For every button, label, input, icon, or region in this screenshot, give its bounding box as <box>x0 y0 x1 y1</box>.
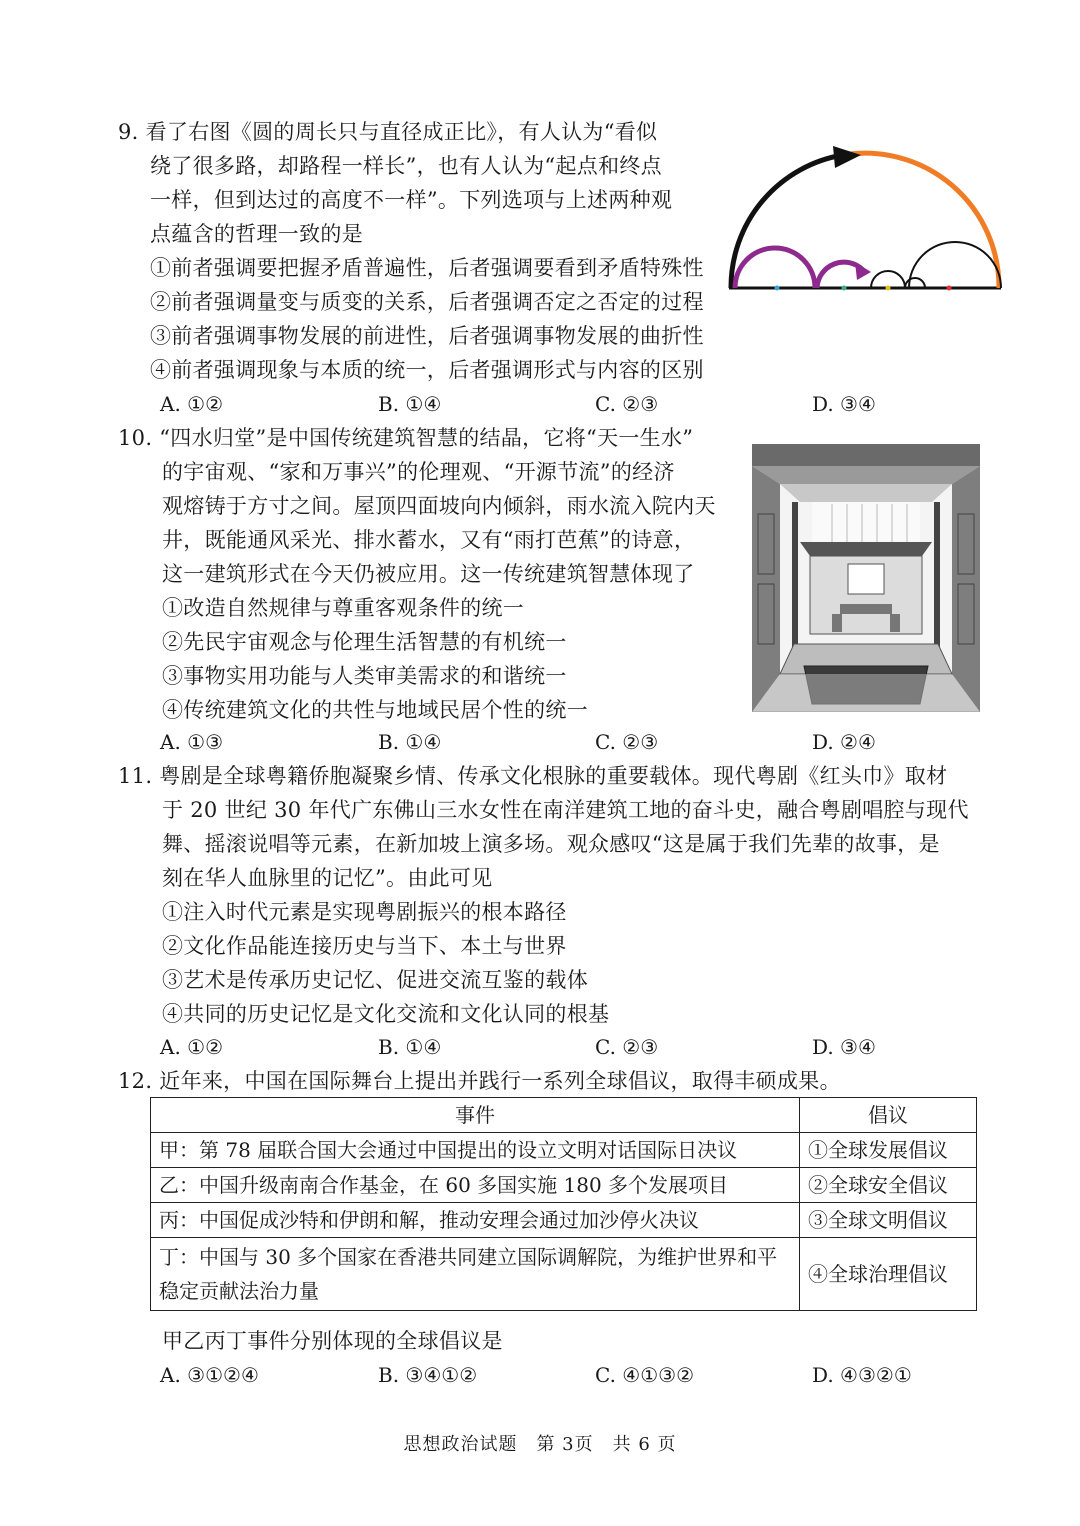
q9-line-4: 点蕴含的哲理一致的是 <box>150 222 363 246</box>
page-footer: 思想政治试题 第 3页 共 6 页 <box>403 1434 677 1455</box>
event-cell: 乙：中国升级南南合作基金，在 60 多国实施 180 多个发展项目 <box>151 1168 800 1203</box>
q9-option-b: B. ①④ <box>378 392 442 416</box>
q11-option-a: A. ①② <box>160 1035 224 1059</box>
q11-line-2: 于 20 世纪 30 年代广东佛山三水女性在南洋建筑工地的奋斗史，融合粤剧唱腔与现代 <box>162 798 969 822</box>
q9-line-3: 一样，但到达过的高度不一样”。下列选项与上述两种观 <box>150 188 673 212</box>
q11-line-1: 11. 粤剧是全球粤籍侨胞凝聚乡情、传承文化根脉的重要载体。现代粤剧《红头巾》取材 <box>118 764 948 788</box>
q11-option-c: C. ②③ <box>595 1035 659 1059</box>
big-arc-right <box>843 153 999 288</box>
events-table <box>150 1097 977 1311</box>
event-cell: 丁：中国与 30 多个国家在香港共同建立国际调解院，为维护世界和平稳定贡献法治力量 <box>151 1238 800 1311</box>
table-row <box>151 1168 977 1203</box>
q12-option-b: B. ③④①② <box>378 1363 478 1387</box>
q12-line-1: 12. 近年来，中国在国际舞台上提出并践行一系列全球倡议，取得丰硕成果。 <box>118 1069 841 1093</box>
q9-option-d: D. ③④ <box>812 392 876 416</box>
proposal-cell: ③全球文明倡议 <box>800 1203 977 1238</box>
event-cell: 甲：第 78 届联合国大会通过中国提出的设立文明对话国际日决议 <box>151 1133 800 1168</box>
q11-item-3: ③艺术是传承历史记忆、促进交流互鉴的载体 <box>162 968 588 992</box>
q10-option-c: C. ②③ <box>595 730 659 754</box>
q10-item-2: ②先民宇宙观念与伦理生活智慧的有机统一 <box>162 630 567 654</box>
q9-option-c: C. ②③ <box>595 392 659 416</box>
q10-line-5: 这一建筑形式在今天仍被应用。这一传统建筑智慧体现了 <box>162 562 695 586</box>
small-arc-arrowhead <box>855 262 871 280</box>
q10-option-d: D. ②④ <box>812 730 876 754</box>
center-dot-1 <box>775 286 780 291</box>
q9-item-3: ③前者强调事物发展的前进性，后者强调事物发展的曲折性 <box>150 324 704 348</box>
q10-item-4: ④传统建筑文化的共性与地域民居个性的统一 <box>162 698 588 722</box>
proposal-cell: ①全球发展倡议 <box>800 1133 977 1168</box>
q9-line-2: 绕了很多路，却路程一样长”，也有人认为“起点和终点 <box>150 154 662 178</box>
small-arc-3 <box>871 271 905 288</box>
q12-option-d: D. ④③②① <box>812 1363 912 1387</box>
proposal-cell: ④全球治理倡议 <box>800 1238 977 1311</box>
courtyard-illustration <box>752 444 980 712</box>
q10-item-3: ③事物实用功能与人类审美需求的和谐统一 <box>162 664 567 688</box>
q9-item-4: ④前者强调现象与本质的统一，后者强调形式与内容的区别 <box>150 358 704 382</box>
big-arc-arrowhead <box>833 146 861 168</box>
circumference-diagram <box>725 138 1005 298</box>
header-proposal: 倡议 <box>800 1098 977 1133</box>
center-dot-3 <box>886 286 891 291</box>
q11-item-4: ④共同的历史记忆是文化交流和文化认同的根基 <box>162 1002 610 1026</box>
table-header-row <box>151 1098 977 1133</box>
q11-option-d: D. ③④ <box>812 1035 876 1059</box>
q10-line-2: 的宇宙观、“家和万事兴”的伦理观、“开源节流”的经济 <box>162 460 675 484</box>
q12-option-c: C. ④①③② <box>595 1363 695 1387</box>
header-event: 事件 <box>151 1098 800 1133</box>
event-cell: 丙：中国促成沙特和伊朗和解，推动安理会通过加沙停火决议 <box>151 1203 800 1238</box>
q10-line-4: 井，既能通风采光、排水蓄水，又有“雨打芭蕉”的诗意， <box>162 528 696 552</box>
small-arc-1 <box>735 248 815 288</box>
q12-option-a: A. ③①②④ <box>160 1363 259 1387</box>
q11-line-3: 舞、摇滚说唱等元素，在新加坡上演多场。观众感叹“这是属于我们先辈的故事，是 <box>162 832 940 856</box>
q11-option-b: B. ①④ <box>378 1035 442 1059</box>
q9-option-a: A. ①② <box>160 392 224 416</box>
q9-item-2: ②前者强调量变与质变的关系，后者强调否定之否定的过程 <box>150 290 704 314</box>
q10-line-3: 观熔铸于方寸之间。屋顶四面坡向内倾斜，雨水流入院内天 <box>162 494 716 518</box>
q10-option-a: A. ①③ <box>160 730 224 754</box>
table-row <box>151 1238 977 1311</box>
q12-question: 甲乙丙丁事件分别体现的全球倡议是 <box>162 1329 503 1353</box>
q9-item-1: ①前者强调要把握矛盾普遍性，后者强调要看到矛盾特殊性 <box>150 256 704 280</box>
q9-line-1: 9. 看了右图《圆的周长只与直径成正比》，有人认为“看似 <box>118 120 658 144</box>
center-dot-4 <box>947 286 952 291</box>
q10-line-1: 10. “四水归堂”是中国传统建筑智慧的结晶，它将“天一生水” <box>118 426 694 450</box>
q11-item-2: ②文化作品能连接历史与当下、本土与世界 <box>162 934 567 958</box>
proposal-cell: ②全球安全倡议 <box>800 1168 977 1203</box>
q10-item-1: ①改造自然规律与尊重客观条件的统一 <box>162 596 525 620</box>
q11-line-4: 刻在华人血脉里的记忆”。由此可见 <box>162 866 493 890</box>
q10-option-b: B. ①④ <box>378 730 442 754</box>
table-row <box>151 1203 977 1238</box>
center-dot-2 <box>842 286 847 291</box>
table-row <box>151 1133 977 1168</box>
q11-item-1: ①注入时代元素是实现粤剧振兴的根本路径 <box>162 900 567 924</box>
